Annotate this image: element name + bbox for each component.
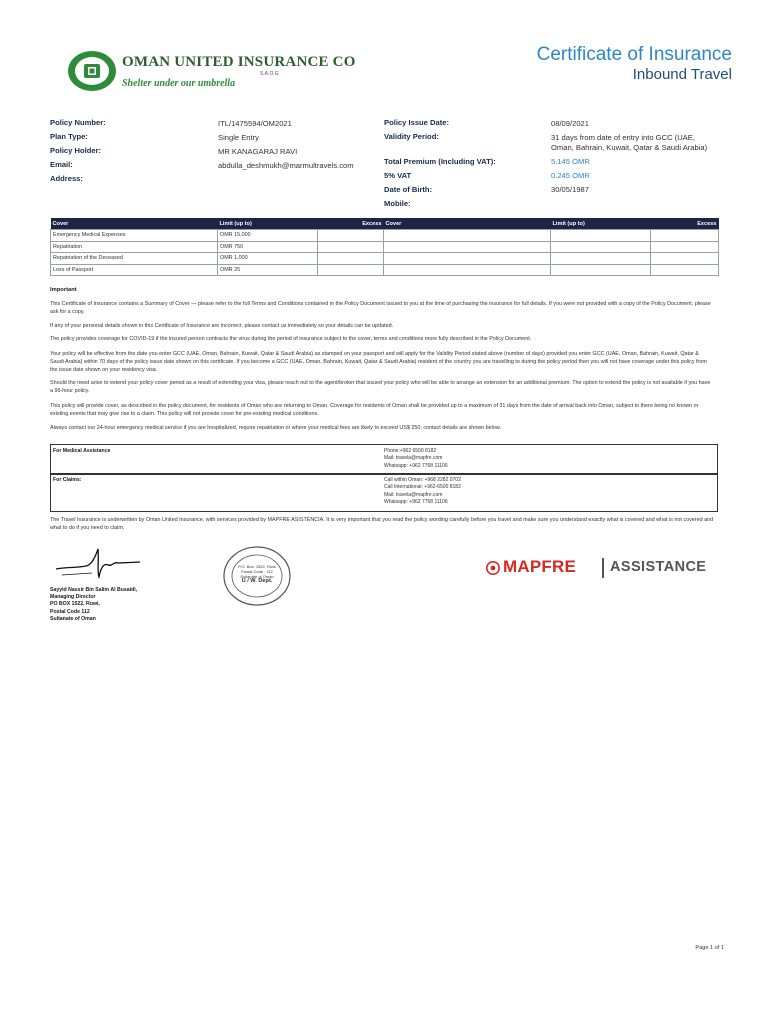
cover-limit: OMR 15,000 xyxy=(218,230,318,242)
important-paragraph-1: This Certificate of Insurance contains a Summary of Cover — please refer to the full Terms and Conditions contained in the Policy Document issued to you at the time of purchasing the insurance for full details. If you were not provided with a copy of the Policy Document, please ask for a copy. xyxy=(50,301,711,315)
page-number: Page 1 of 1 xyxy=(695,945,724,951)
col-cover: Cover xyxy=(51,218,218,230)
issue-date-label: Policy Issue Date: xyxy=(384,118,449,127)
policy-holder-label: Policy Holder: xyxy=(50,146,102,155)
stamp-line-3: Sultanate of Oman xyxy=(240,574,274,579)
cover-name: Repatriation xyxy=(51,241,218,253)
important-paragraph-6: This policy will provide cover, as described in the policy document, for residents of Oman who are returning to Oman. Coverage for residents of Oman shall be provided up to a maximum of 31 days from the date of arrival back into Oman, subject to there being no known or existing events that may give rise to a claim. This policy will not provide cover for pre-existing medical conditions. xyxy=(50,403,699,417)
medical-phone[interactable]: Phone:+962 6500 8182 xyxy=(384,448,437,454)
vat-value: 0.245 OMR xyxy=(551,171,590,180)
cover-limit: OMR 1,000 xyxy=(218,253,318,265)
cover-limit: OMR 25 xyxy=(218,264,318,276)
company-suffix: S.A.O.G xyxy=(260,71,279,77)
important-paragraph-2: If any of your personal details shown in this Certificate of Insurance are incorrect, please contact us immediately so your details can be updated. xyxy=(50,323,394,329)
col-limit-2: Limit (up to) xyxy=(551,218,651,230)
medical-assistance-box xyxy=(50,444,718,475)
cover-name: Loss of Passport xyxy=(51,264,218,276)
medical-mail[interactable]: Mail: travela@mapfre.com xyxy=(384,455,443,462)
signatory-po: PO BOX 1522, Ruwi, xyxy=(50,601,100,608)
dob-label: Date of Birth: xyxy=(384,185,433,194)
cover-name: Repatriation of the Deceased xyxy=(51,253,218,265)
cover-limit: OMR 750 xyxy=(218,241,318,253)
address-label: Address: xyxy=(50,174,83,183)
mapfre-divider xyxy=(602,558,604,578)
underwriting-note: The Travel Insurance is underwritten by Oman United Insurance, with services provided by MAPFRE ASISTENCIA. It is very important that you read the policy wording carefully before you travel and make sure you understand exactly what is covered and what is not covered and what to do if you need to claim. xyxy=(50,517,714,531)
col-excess-2: Excess xyxy=(651,218,719,230)
medical-assistance-label: For Medical Assistance xyxy=(53,448,111,454)
table-row xyxy=(51,241,719,253)
certificate-subtitle: Inbound Travel xyxy=(632,66,732,83)
dob-value: 30/05/1987 xyxy=(551,185,590,194)
mapfre-emblem-icon xyxy=(486,561,500,575)
col-cover-2: Cover xyxy=(384,218,551,230)
mapfre-assistance-logo xyxy=(486,556,718,582)
important-heading: Important xyxy=(50,287,77,293)
cover-name: Emergency Medical Expenses xyxy=(51,230,218,242)
signature-image xyxy=(52,543,144,583)
claims-label: For Claims: xyxy=(53,477,82,483)
plan-type-label: Plan Type: xyxy=(50,132,88,141)
stamp-line-4: U / W. Dept. xyxy=(241,578,273,584)
mobile-label: Mobile: xyxy=(384,199,411,208)
premium-value: 5.145 OMR xyxy=(551,157,590,166)
company-stamp xyxy=(222,545,292,607)
company-name: OMAN UNITED INSURANCE CO xyxy=(122,54,356,70)
signatory-block xyxy=(50,587,137,623)
stamp-line-2: Postal Code : 112 xyxy=(241,569,273,574)
policy-number-label: Policy Number: xyxy=(50,118,106,127)
col-excess: Excess xyxy=(318,218,384,230)
important-paragraph-7: Always contact our 24-hour emergency medical service if you are hospitalized, require repatriation or where your medical fees are likely to exceed US$ 250; contact details are shown below. xyxy=(50,425,501,431)
policy-number: ITL/1475594/OM2021 xyxy=(218,119,292,128)
mapfre-brand: MAPFRE xyxy=(503,557,576,576)
table-row xyxy=(51,253,719,265)
signatory-name: Sayyid Nassir Bin Salim Al Busaidi, xyxy=(50,587,138,593)
mapfre-division: ASSISTANCE xyxy=(610,559,707,575)
cover-table xyxy=(50,218,719,276)
cover-table-header xyxy=(51,218,719,230)
stamp-line-1: P.O. Box: 1522, Ruwi xyxy=(238,564,276,569)
certificate-title: Certificate of Insurance xyxy=(536,44,732,65)
medical-whatsapp[interactable]: Whatsapp: +962 7768 11106 xyxy=(384,462,448,469)
col-limit: Limit (up to) xyxy=(218,218,318,230)
important-paragraph-4: Your policy will be effective from the date you enter GCC (UAE, Oman, Bahrain, Kuwait, Qatar & Saudi Arabia) as stamped on your passport and will apply for the Validity Period stated above (number of days) provided you enter GCC (UAE, Oman, Bahrain, Kuwait, Qatar & Saudi Arabia) within 70 days of the policy issue date shown on this certificate. If you become a GCC (UAE, Oman, Bahrain, Kuwait, Qatar & Saudi Arabia) resident of the country you are travelling to during the policy period then you will not have coverage under this policy from the issue date shown on your residency visa. xyxy=(50,351,707,373)
signatory-country: Sultanate of Oman xyxy=(50,615,96,622)
validity-line-1: 31 days from date of entry into GCC (UAE, xyxy=(551,133,695,142)
table-row xyxy=(51,230,719,242)
validity-label: Validity Period: xyxy=(384,132,439,141)
claims-contacts xyxy=(384,477,461,507)
table-row xyxy=(51,264,719,276)
plan-type: Single Entry xyxy=(218,133,259,142)
issue-date: 08/09/2021 xyxy=(551,119,590,128)
claims-call-international[interactable]: Call International: +962-6500 8182 xyxy=(384,484,461,491)
claims-whatsapp[interactable]: Whatsapp: +962 7768 11106 xyxy=(384,499,448,506)
company-logo xyxy=(64,44,356,98)
email-value: abdulla_deshmukh@marmultravels.com xyxy=(218,161,354,170)
medical-contacts xyxy=(384,448,448,470)
claims-box xyxy=(50,473,718,512)
claims-mail[interactable]: Mail: travela@mapfre.com xyxy=(384,491,443,498)
signatory-postal: Postal Code 112 xyxy=(50,608,90,615)
validity-line-2: Oman, Bahrain, Kuwait, Qatar & Saudi Arabia) xyxy=(551,143,708,152)
email-label: Email: xyxy=(50,160,73,169)
company-tagline: Shelter under our umbrella xyxy=(122,78,236,89)
important-paragraph-5: Should the need arise to extend your policy cover period as a result of extending your visa, please reach out to the agent/broker that issued your policy who will be able to arrange an extension for an additional premium. The option to extend the policy is not available if you have a 96-hour policy. xyxy=(50,380,711,394)
claims-call-oman[interactable]: Call within Oman: +968 2282 0702 xyxy=(384,477,461,483)
important-paragraph-3: The policy provides coverage for COVID-19 if the insured person contracts the virus during the period of insurance subject to the cover, terms and conditions more fully described in the Policy Document. xyxy=(50,336,532,342)
policy-holder: MR KANAGARAJ RAVI xyxy=(218,147,298,156)
vat-label: 5% VAT xyxy=(384,171,412,180)
signatory-title: Managing Director xyxy=(50,594,96,601)
premium-label: Total Premium (Including VAT): xyxy=(384,157,496,166)
